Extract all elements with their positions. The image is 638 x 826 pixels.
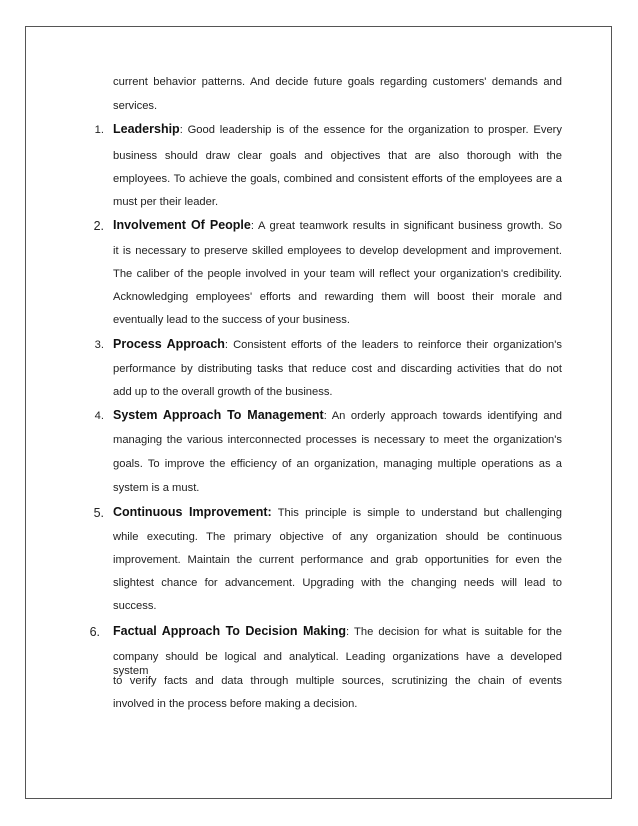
item-line: The caliber of the people involved in your team will reflect your organization's credibility. xyxy=(113,268,562,280)
item-text: This principle is simple to understand but challenging xyxy=(271,507,562,519)
item-heading: Continuous Improvement: xyxy=(113,505,272,519)
item-heading-separator: : xyxy=(224,339,229,351)
list-item-first-line xyxy=(113,624,562,639)
list-number: 1. xyxy=(94,124,104,136)
list-item-first-line xyxy=(113,337,562,352)
item-line: employees. To achieve the goals, combined and consistent efforts of the employees are a xyxy=(113,173,562,185)
list-number: 3. xyxy=(94,339,104,351)
item-line: performance by distributing tasks that reduce cost and discarding activities that do not xyxy=(113,363,562,375)
list-item-first-line xyxy=(113,505,562,520)
item-line: success. xyxy=(113,600,157,612)
item-text: Consistent efforts of the leaders to reinforce their organization's xyxy=(228,339,562,351)
list-number: 2. xyxy=(93,219,104,233)
item-text: The decision for what is suitable for the xyxy=(349,626,562,638)
item-line: add up to the overall growth of the business. xyxy=(113,386,333,398)
item-line: must per their leader. xyxy=(113,196,219,208)
item-line: it is necessary to preserve skilled employees to develop development and improvement. xyxy=(113,245,562,257)
item-heading-separator: : xyxy=(179,124,183,136)
item-line: while executing. The primary objective of any organization should be continuous xyxy=(113,531,562,543)
item-heading: Leadership xyxy=(113,122,180,136)
list-number: 5. xyxy=(93,506,104,520)
item-line: company should be logical and analytical. Leading organizations have a developed system xyxy=(113,651,562,677)
intro-line: services. xyxy=(113,100,158,112)
item-heading: Factual Approach To Decision Making xyxy=(113,624,347,638)
intro-line: current behavior patterns. And decide future goals regarding customers' demands and xyxy=(113,76,562,88)
item-line: managing the various interconnected processes is necessary to meet the organization's xyxy=(113,434,562,446)
item-line: eventually lead to the success of your business. xyxy=(113,314,350,326)
list-number: 6. xyxy=(89,625,100,639)
item-heading: Process Approach xyxy=(113,337,225,351)
item-line: system is a must. xyxy=(113,482,200,494)
item-heading: Involvement Of People xyxy=(113,218,251,232)
list-item-first-line xyxy=(113,218,562,233)
item-line: Acknowledging employees' efforts and rewarding them will boost their morale and xyxy=(113,291,562,303)
list-item-first-line xyxy=(113,122,562,137)
item-text: An orderly approach towards identifying and xyxy=(326,410,563,422)
item-heading-separator: : xyxy=(250,220,254,232)
item-line: improvement. Maintain the current performance and grab opportunities for even the xyxy=(113,554,562,566)
item-line: slightest chance for advancement. Upgrading with the changing needs will lead to xyxy=(113,577,562,589)
item-line: involved in the process before making a decision. xyxy=(113,698,358,710)
item-line: goals. To improve the efficiency of an organization, managing multiple operations as a xyxy=(113,458,562,470)
item-heading-separator: : xyxy=(323,410,327,422)
item-heading-separator: : xyxy=(346,626,350,638)
item-heading: System Approach To Management xyxy=(113,408,324,422)
item-line: to verify facts and data through multiple sources, scrutinizing the chain of events xyxy=(113,675,562,687)
item-text: Good leadership is of the essence for the organization to prosper. Every xyxy=(182,124,562,136)
list-item-first-line xyxy=(113,408,562,423)
item-line: business should draw clear goals and objectives that are also thorough with the xyxy=(113,150,562,162)
list-number: 4. xyxy=(94,410,104,422)
item-text: A great teamwork results in significant business growth. So xyxy=(253,220,563,232)
